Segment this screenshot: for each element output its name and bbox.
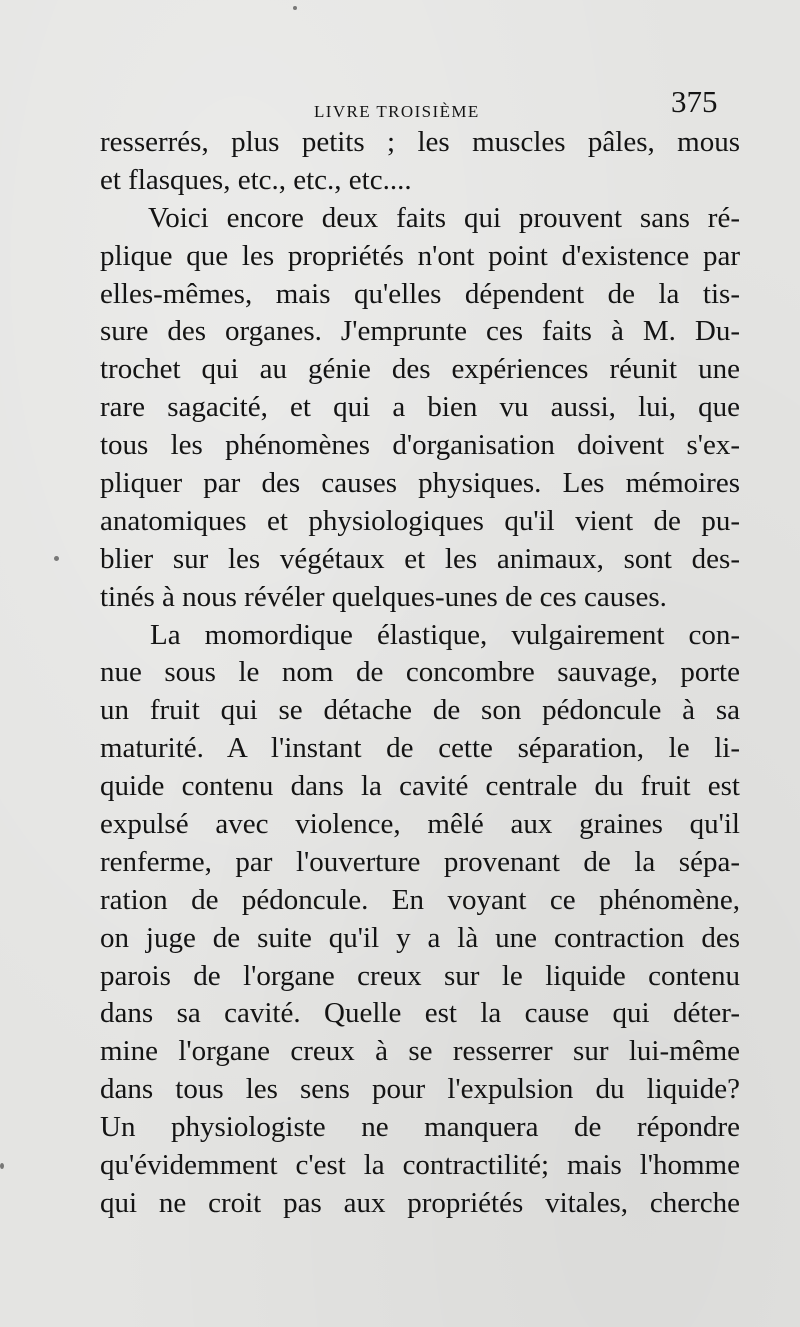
text-line: parois de l'organe creux sur le liquide contenu <box>100 959 740 992</box>
text-line: maturité. A l'instant de cette séparation, le li- <box>100 732 740 765</box>
text-line: expulsé avec violence, mêlé aux graines qu'il <box>100 808 740 841</box>
text-line: anatomiques et physiologiques qu'il vient de pu- <box>100 504 740 537</box>
text-line: ration de pédoncule. En voyant ce phénomène, <box>100 883 740 916</box>
text-line: tous les phénomènes d'organisation doivent s'ex- <box>100 429 740 462</box>
running-head: LIVRE TROISIÈME <box>314 102 480 121</box>
ink-speck <box>0 1163 4 1169</box>
text-line: blier sur les végétaux et les animaux, sont des- <box>100 542 740 575</box>
page-number: 375 <box>671 84 718 119</box>
text-line: renferme, par l'ouverture provenant de la sépa- <box>100 845 740 878</box>
text-line: nue sous le nom de concombre sauvage, porte <box>100 656 740 689</box>
paragraph-first-line: La momordique élastique, vulgairement con- <box>150 618 740 651</box>
text-line: rare sagacité, et qui a bien vu aussi, lui, que <box>100 391 740 424</box>
text-line: pliquer par des causes physiques. Les mémoires <box>100 467 740 500</box>
page-header <box>0 84 800 124</box>
text-line: resserrés, plus petits ; les muscles pâles, mous <box>100 126 740 158</box>
ink-speck <box>293 6 297 10</box>
text-line: sure des organes. J'emprunte ces faits à M. Du- <box>100 315 740 348</box>
text-line: dans sa cavité. Quelle est la cause qui déter- <box>100 997 740 1030</box>
text-line: et flasques, etc., etc., etc.... <box>100 163 412 196</box>
text-line: Un physiologiste ne manquera de répondre <box>100 1111 740 1144</box>
ink-speck <box>54 556 59 561</box>
text-line: qui ne croit pas aux propriétés vitales, cherche <box>100 1186 740 1219</box>
text-line: un fruit qui se détache de son pédoncule à sa <box>100 694 740 727</box>
text-line: qu'évidemment c'est la contractilité; mais l'homme <box>100 1149 740 1182</box>
text-line: mine l'organe creux à se resserrer sur lui-même <box>100 1035 740 1068</box>
text-line: plique que les propriétés n'ont point d'existence par <box>100 239 740 272</box>
body-text <box>100 124 740 1223</box>
text-line: dans tous les sens pour l'expulsion du liquide? <box>100 1073 740 1106</box>
paragraph-first-line: Voici encore deux faits qui prouvent sans ré- <box>148 201 740 234</box>
text-line: on juge de suite qu'il y a là une contraction des <box>100 921 740 954</box>
text-line: tinés à nous révéler quelques-unes de ces causes. <box>100 580 667 613</box>
text-line: elles-mêmes, mais qu'elles dépendent de la tis- <box>100 277 740 310</box>
text-line: trochet qui au génie des expériences réunit une <box>100 353 740 386</box>
text-line: quide contenu dans la cavité centrale du fruit est <box>100 770 740 803</box>
